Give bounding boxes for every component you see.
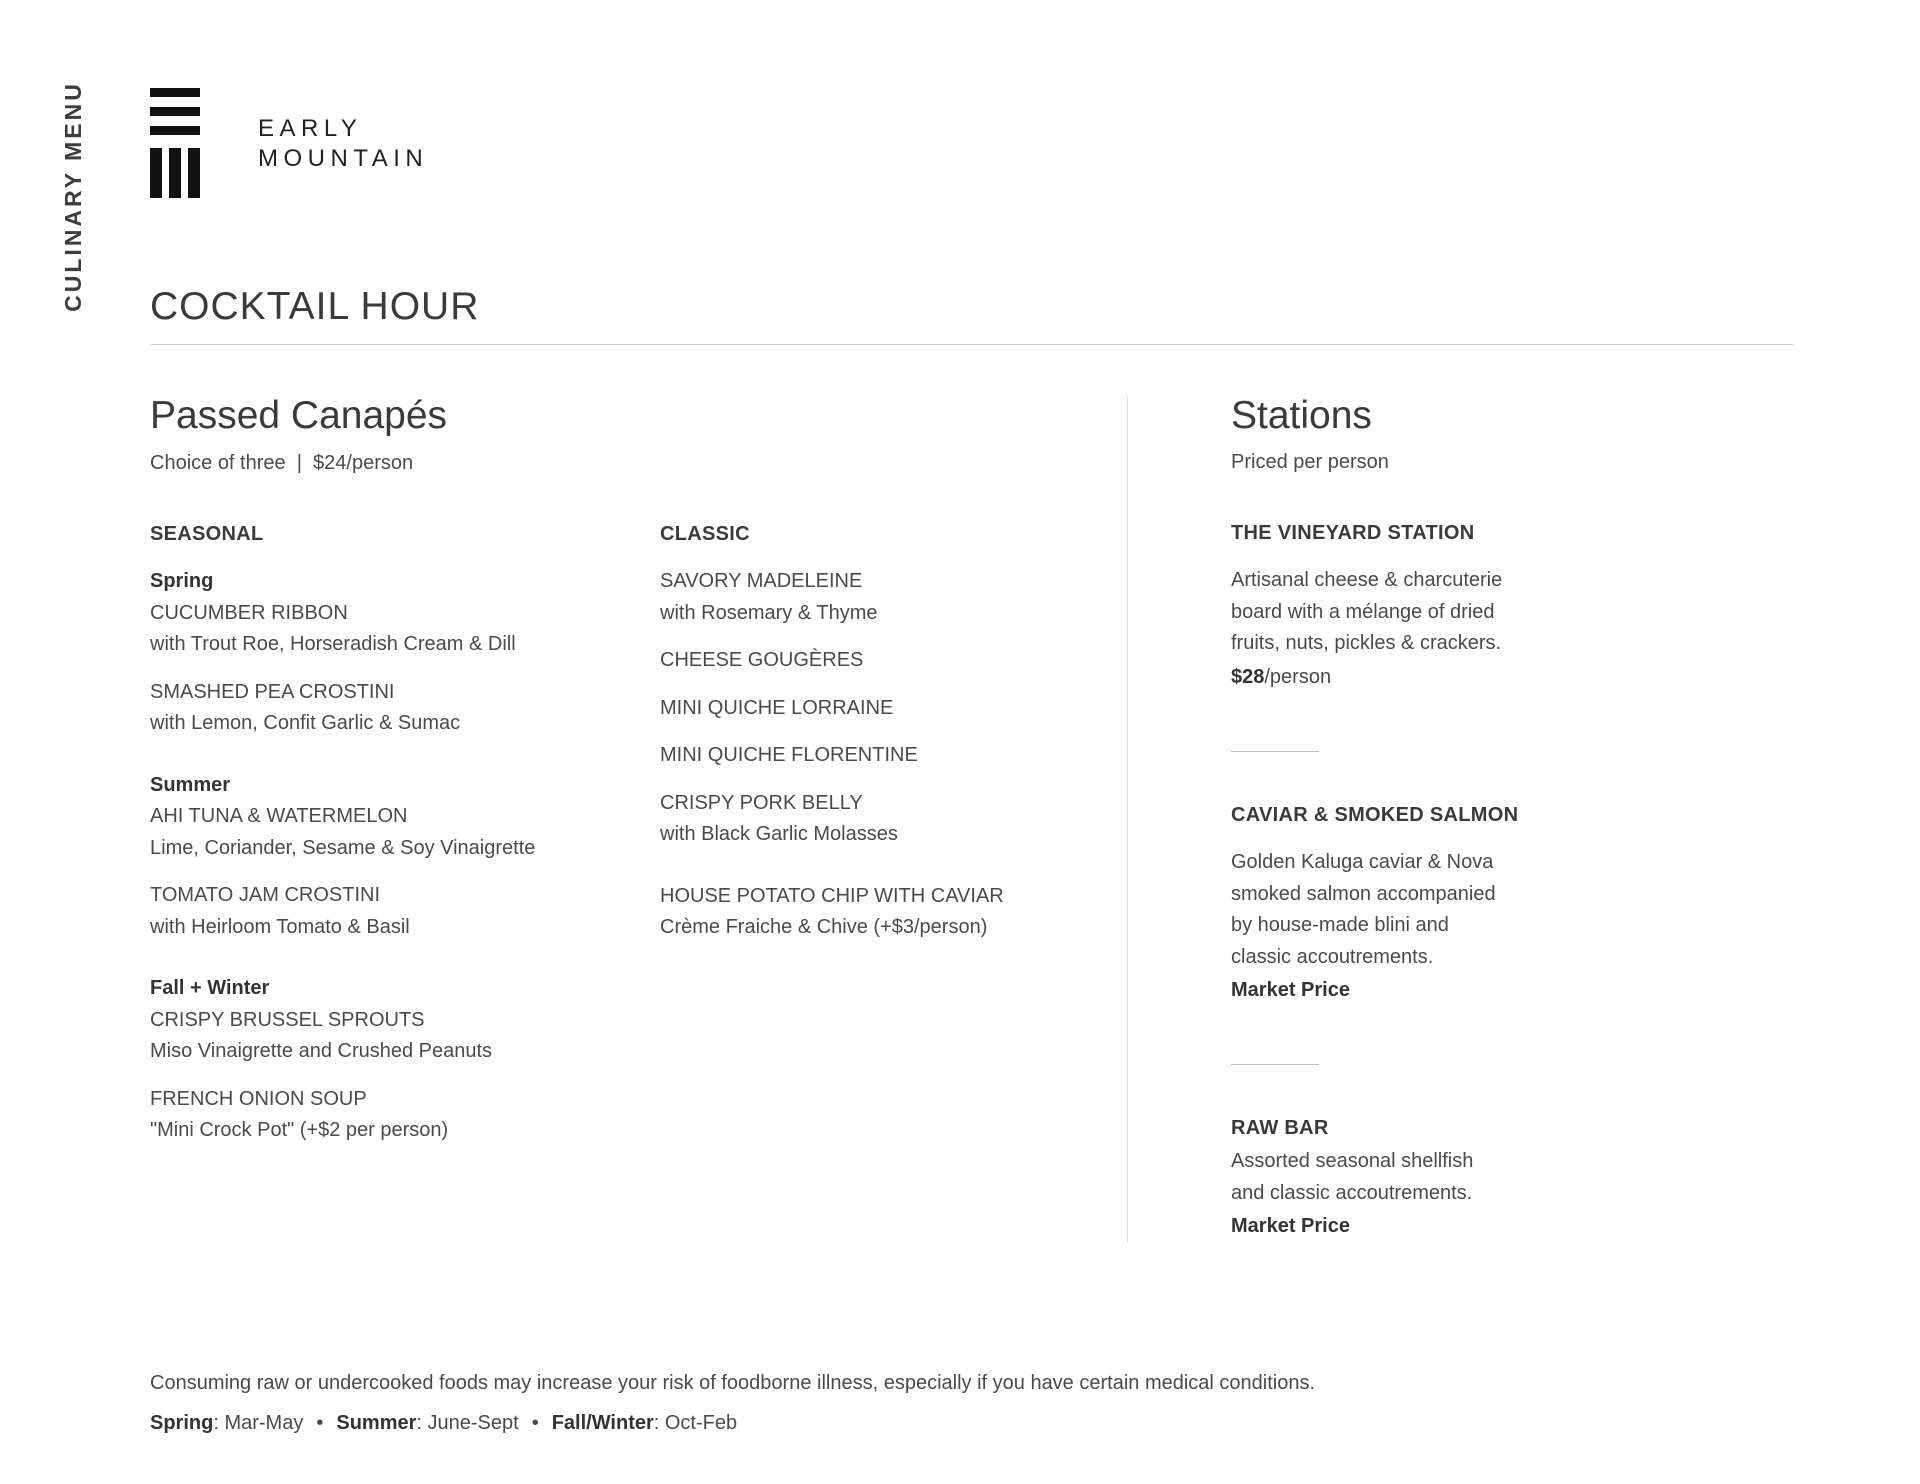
item-desc: Miso Vinaigrette and Crushed Peanuts (150, 1040, 493, 1062)
station-raw-bar (1231, 1117, 1531, 1238)
passed-subtitle: Choice of three | $24/person (150, 452, 414, 474)
item-name: CRISPY BRUSSEL SPROUTS (150, 1008, 425, 1031)
item-name: TOMATO JAM CROSTINI (150, 884, 381, 906)
station-divider (1231, 751, 1319, 752)
item-desc: "Mini Crock Pot" (+$2 per person) (150, 1119, 449, 1141)
price-unit: /person (1264, 665, 1332, 688)
item-name: FRENCH ONION SOUP (150, 1087, 367, 1110)
station-desc-line: fruits, nuts, pickles & crackers. (1231, 632, 1502, 654)
station-vineyard (1231, 522, 1531, 689)
season-legend-name: Spring (150, 1412, 214, 1434)
station-caviar (1231, 804, 1531, 1002)
separator-dot: • (531, 1412, 539, 1434)
station-desc-line: classic accoutrements. (1231, 945, 1434, 968)
menu-item (660, 645, 1130, 677)
price-amount: Market Price (1231, 979, 1350, 1001)
station-price (1231, 666, 1531, 689)
season-legend-range: : Oct-Feb (653, 1412, 738, 1434)
item-name: MINI QUICHE FLORENTINE (660, 744, 918, 766)
price-amount: $28 (1231, 665, 1265, 688)
menu-item (150, 880, 620, 943)
stations-title: Stations (1231, 394, 1372, 437)
season-spring (150, 566, 620, 740)
season-summer (150, 770, 620, 944)
item-desc: Lime, Coriander, Sesame & Soy Vinaigrette (150, 836, 536, 859)
menu-item (150, 1005, 620, 1068)
menu-item (660, 788, 1130, 851)
station-desc-line: by house-made blini and (1231, 914, 1449, 936)
season-name: Fall + Winter (150, 977, 270, 999)
menu-item (660, 693, 1130, 725)
season-legend-name: Fall/Winter (551, 1412, 654, 1434)
brand-wordmark (258, 114, 428, 174)
menu-item (150, 598, 620, 661)
station-name: THE VINEYARD STATION (1231, 522, 1475, 544)
item-name: SMASHED PEA CROSTINI (150, 680, 395, 703)
station-price (1231, 1215, 1531, 1238)
season-legend-name: Summer (336, 1412, 417, 1434)
station-desc-line: Artisanal cheese & charcuterie (1231, 569, 1503, 591)
item-name: SAVORY MADELEINE (660, 570, 863, 592)
station-desc-line: smoked salmon accompanied (1231, 882, 1496, 905)
station-price (1231, 979, 1531, 1002)
station-name: CAVIAR & SMOKED SALMON (1231, 804, 1519, 826)
season-name: Spring (150, 570, 214, 592)
item-desc: with Heirloom Tomato & Basil (150, 915, 410, 938)
classic-header: CLASSIC (660, 523, 750, 545)
item-desc: with Trout Roe, Horseradish Cream & Dill (150, 633, 516, 655)
menu-item (150, 677, 620, 740)
season-name: Summer (150, 773, 231, 796)
price-amount: Market Price (1231, 1215, 1350, 1237)
footer-health-note: Consuming raw or undercooked foods may increase your risk of foodborne illness, especially if you have certain medical conditions. (150, 1372, 1316, 1394)
page-title: COCKTAIL HOUR (150, 285, 480, 328)
item-desc: with Lemon, Confit Garlic & Sumac (150, 712, 461, 734)
season-legend-range: : June-Sept (416, 1412, 519, 1434)
brand-line-2: MOUNTAIN (258, 145, 429, 172)
menu-item (150, 801, 620, 864)
stations-subtitle: Priced per person (1231, 451, 1389, 473)
item-desc: Crème Fraiche & Chive (+$3/person) (660, 916, 988, 938)
side-label (58, 81, 88, 312)
seasonal-column (150, 523, 620, 1177)
side-label-text: CULINARY MENU (59, 81, 86, 312)
item-name: CUCUMBER RIBBON (150, 601, 348, 624)
menu-item (660, 740, 1130, 772)
station-divider (1231, 1064, 1319, 1065)
seasonal-header: SEASONAL (150, 523, 264, 545)
item-name: CHEESE GOUGÈRES (660, 649, 864, 671)
passed-title: Passed Canapés (150, 394, 448, 437)
item-name: CRISPY PORK BELLY (660, 791, 863, 814)
season-fall-winter (150, 973, 620, 1147)
menu-item (660, 881, 1130, 944)
station-desc-line: Assorted seasonal shellfish (1231, 1150, 1474, 1172)
station-desc-line: and classic accoutrements. (1231, 1181, 1473, 1204)
item-name: HOUSE POTATO CHIP WITH CAVIAR (660, 884, 1004, 907)
column-divider (1127, 396, 1128, 1242)
separator-dot: • (316, 1412, 324, 1434)
classic-column (660, 523, 1130, 960)
station-desc-line: board with a mélange of dried (1231, 600, 1495, 623)
brand-line-1: EARLY (258, 115, 363, 142)
season-legend-range: : Mar-May (213, 1412, 304, 1434)
station-desc-line: Golden Kaluga caviar & Nova (1231, 851, 1494, 873)
item-name: AHI TUNA & WATERMELON (150, 805, 408, 827)
menu-item (150, 1084, 620, 1147)
menu-item (660, 566, 1130, 629)
item-name: MINI QUICHE LORRAINE (660, 696, 894, 719)
station-name: RAW BAR (1231, 1117, 1329, 1139)
item-desc: with Black Garlic Molasses (660, 823, 898, 845)
title-divider (150, 344, 1794, 345)
footer-season-legend (150, 1412, 737, 1435)
logo-icon (150, 88, 200, 198)
item-desc: with Rosemary & Thyme (660, 601, 878, 624)
